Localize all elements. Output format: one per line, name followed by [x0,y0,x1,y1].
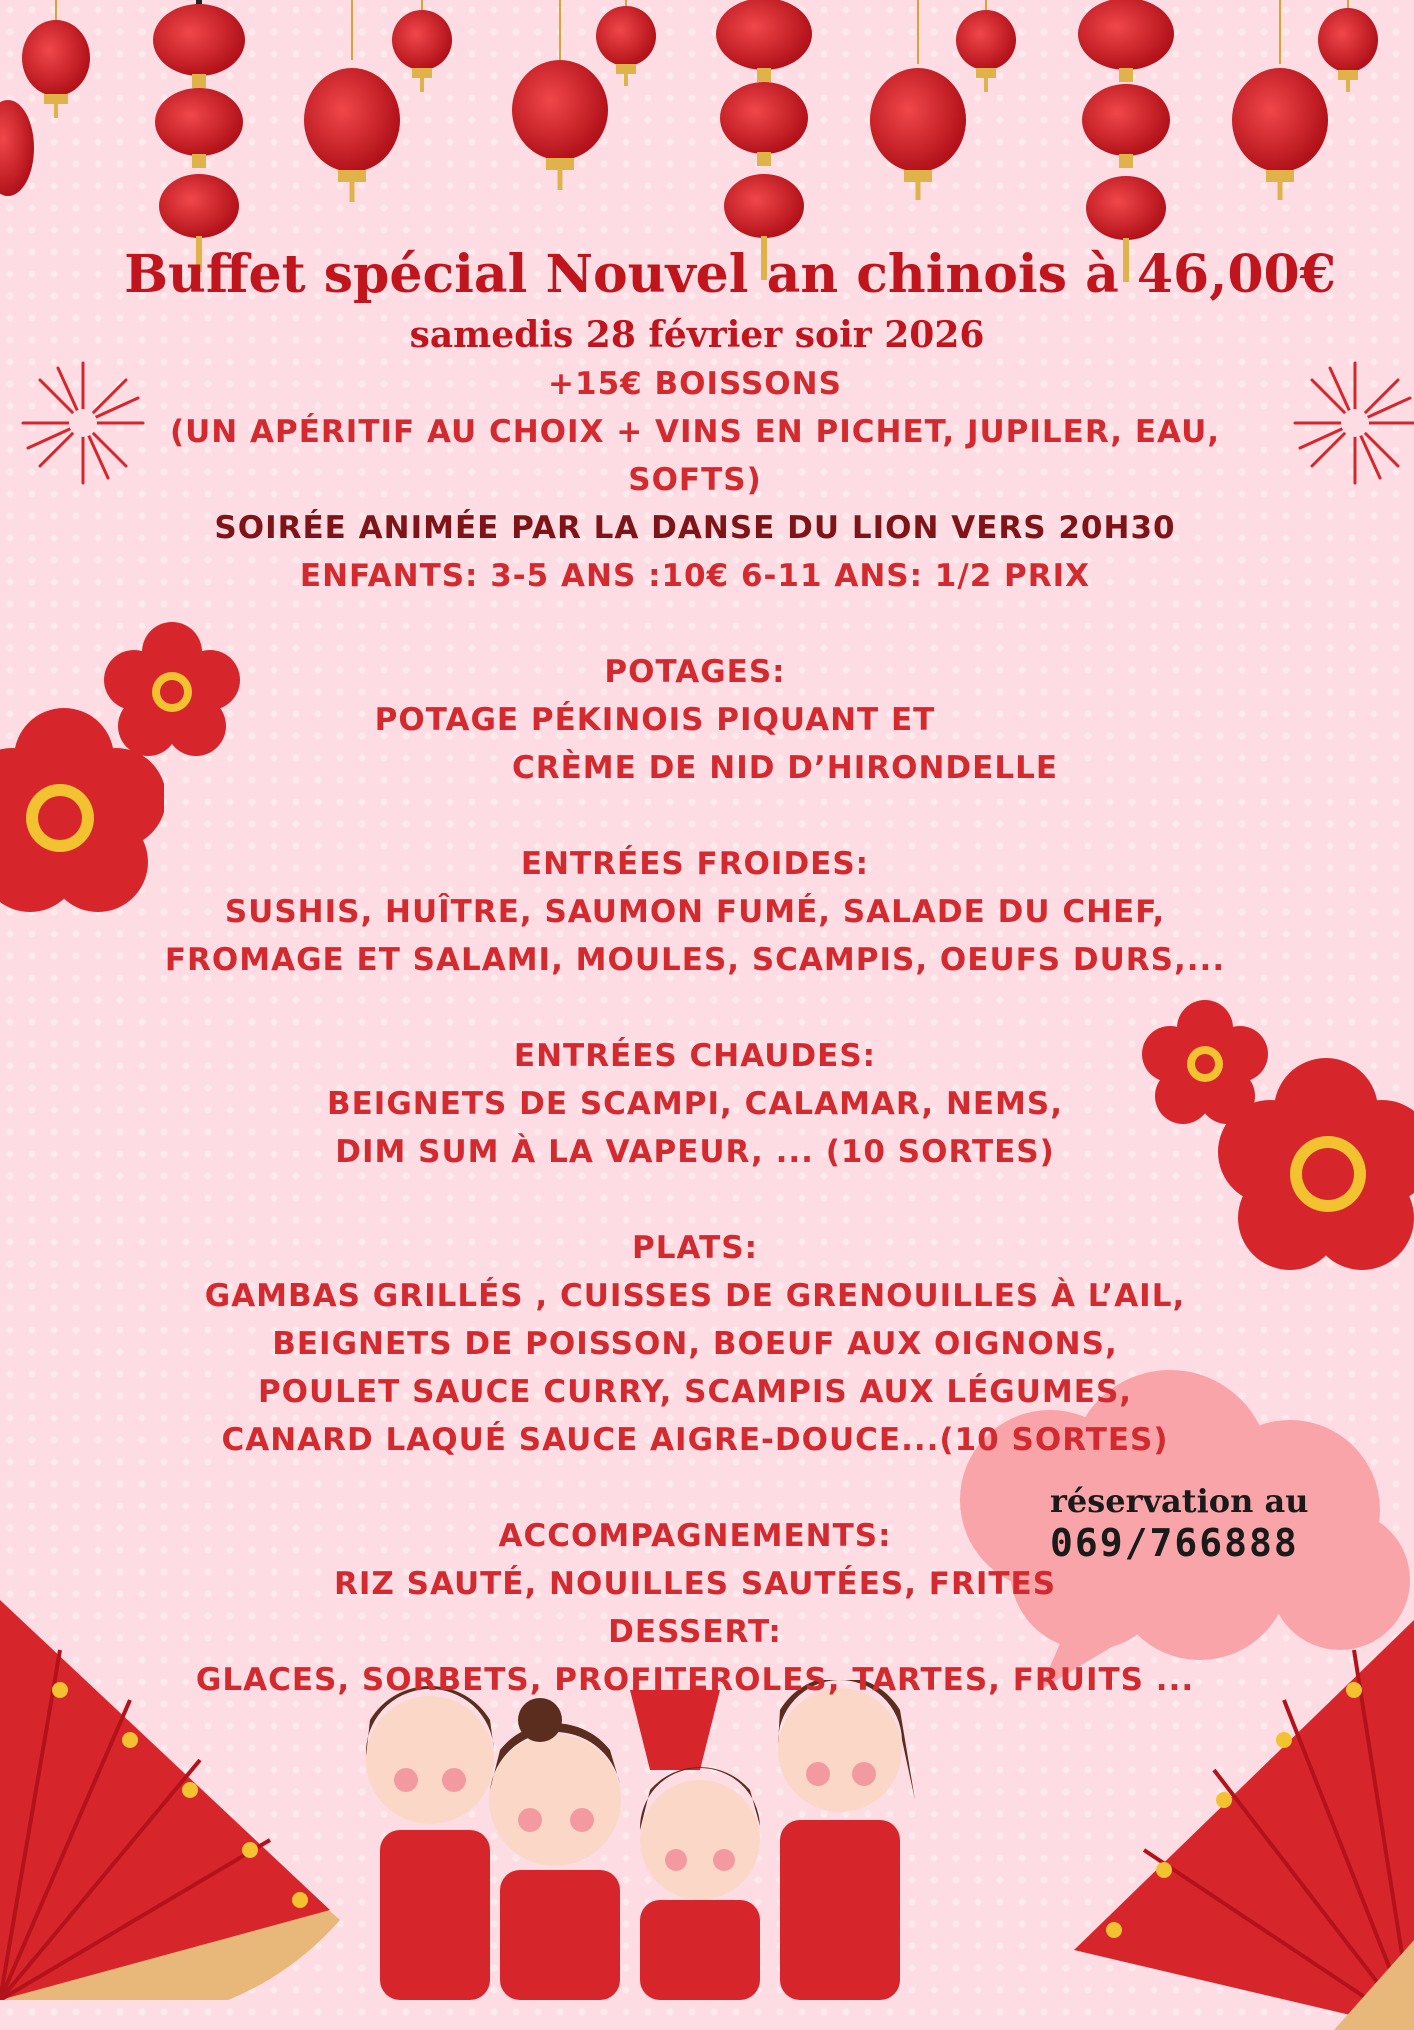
menu-item-line: GLACES, SORBETS, PROFITEROLES, TARTES, FRUITS ... [195,1662,1195,1698]
section-title-accompagnements: ACCOMPAGNEMENTS: [498,1518,892,1554]
lantern-icon [1078,0,1174,282]
menu-item-line: GAMBAS GRILLÉS , CUISSES DE GRENOUILLES À L’AIL, [204,1278,1186,1314]
lantern-icon [0,100,34,196]
section-title-entrees-chaudes: ENTRÉES CHAUDES: [513,1038,877,1074]
menu-item-line: BEIGNETS DE POISSON, BOEUF AUX OIGNONS, [272,1326,1118,1362]
person-left [366,1686,494,2000]
menu-item-line: CRÈME DE NID D’HIRONDELLE [511,750,1059,786]
lantern-icon [716,0,812,280]
person-right [778,1680,915,2000]
plum-flower-icon [0,706,164,926]
event-date: samedis 28 février soir 2026 [409,314,985,356]
lantern-icon [1232,0,1328,200]
reservation-box [1050,1480,1350,1564]
menu-item-line: CANARD LAQUÉ SAUCE AIGRE-DOUCE...(10 SORTES) [221,1422,1169,1458]
page-title: Buffet spécial Nouvel an chinois à 46,00€ [124,244,1336,305]
show-info: SOIRÉE ANIMÉE PAR LA DANSE DU LION VERS 20H30 [214,510,1176,546]
lantern-icon [22,0,90,118]
menu-item-line: RIZ SAUTÉ, NOUILLES SAUTÉES, FRITES [333,1566,1057,1602]
section-title-entrees-froides: ENTRÉES FROIDES: [520,846,870,882]
lantern-icon [870,0,966,200]
lantern-icon [392,0,452,92]
menu-item-line: DIM SUM À LA VAPEUR, ... (10 SORTES) [335,1134,1055,1170]
menu-item-line: SUSHIS, HUÎTRE, SAUMON FUMÉ, SALADE DU CHEF, [224,894,1166,930]
reservation-phone[interactable]: 069/766888 [1050,1521,1299,1565]
section-title-dessert: DESSERT: [608,1614,782,1650]
person-mid-right [630,1690,760,2000]
drinks-price: +15€ BOISSONS [548,366,842,402]
section-title-potages: POTAGES: [604,654,786,690]
lantern-icon [304,0,400,202]
kids-pricing: ENFANTS: 3-5 ANS :10€ 6-11 ANS: 1/2 PRIX [299,558,1091,594]
lantern-icon [596,0,656,86]
menu-item-line: BEIGNETS DE SCAMPI, CALAMAR, NEMS, [326,1086,1064,1122]
menu-item-line: FROMAGE ET SALAMI, MOULES, SCAMPIS, OEUFS DURS,... [164,942,1226,978]
folding-fan-icon [0,1590,360,2000]
lantern-icon [956,0,1016,92]
lantern-icon [153,0,245,272]
lantern-icon [1318,0,1378,92]
drinks-detail: (UN APÉRITIF AU CHOIX + VINS EN PICHET, JUPILER, EAU, [169,414,1221,450]
drinks-detail-cont: SOFTS) [628,462,762,498]
menu-item-line: POTAGE PÉKINOIS PIQUANT ET [374,702,936,738]
lantern-icon [512,0,608,190]
reservation-label: réservation au [1050,1482,1309,1520]
menu-item-line: POULET SAUCE CURRY, SCAMPIS AUX LÉGUMES, [257,1374,1133,1410]
section-title-plats: PLATS: [632,1230,758,1266]
cartoon-family-icon [340,1680,960,2000]
person-mid-left [489,1698,621,2000]
